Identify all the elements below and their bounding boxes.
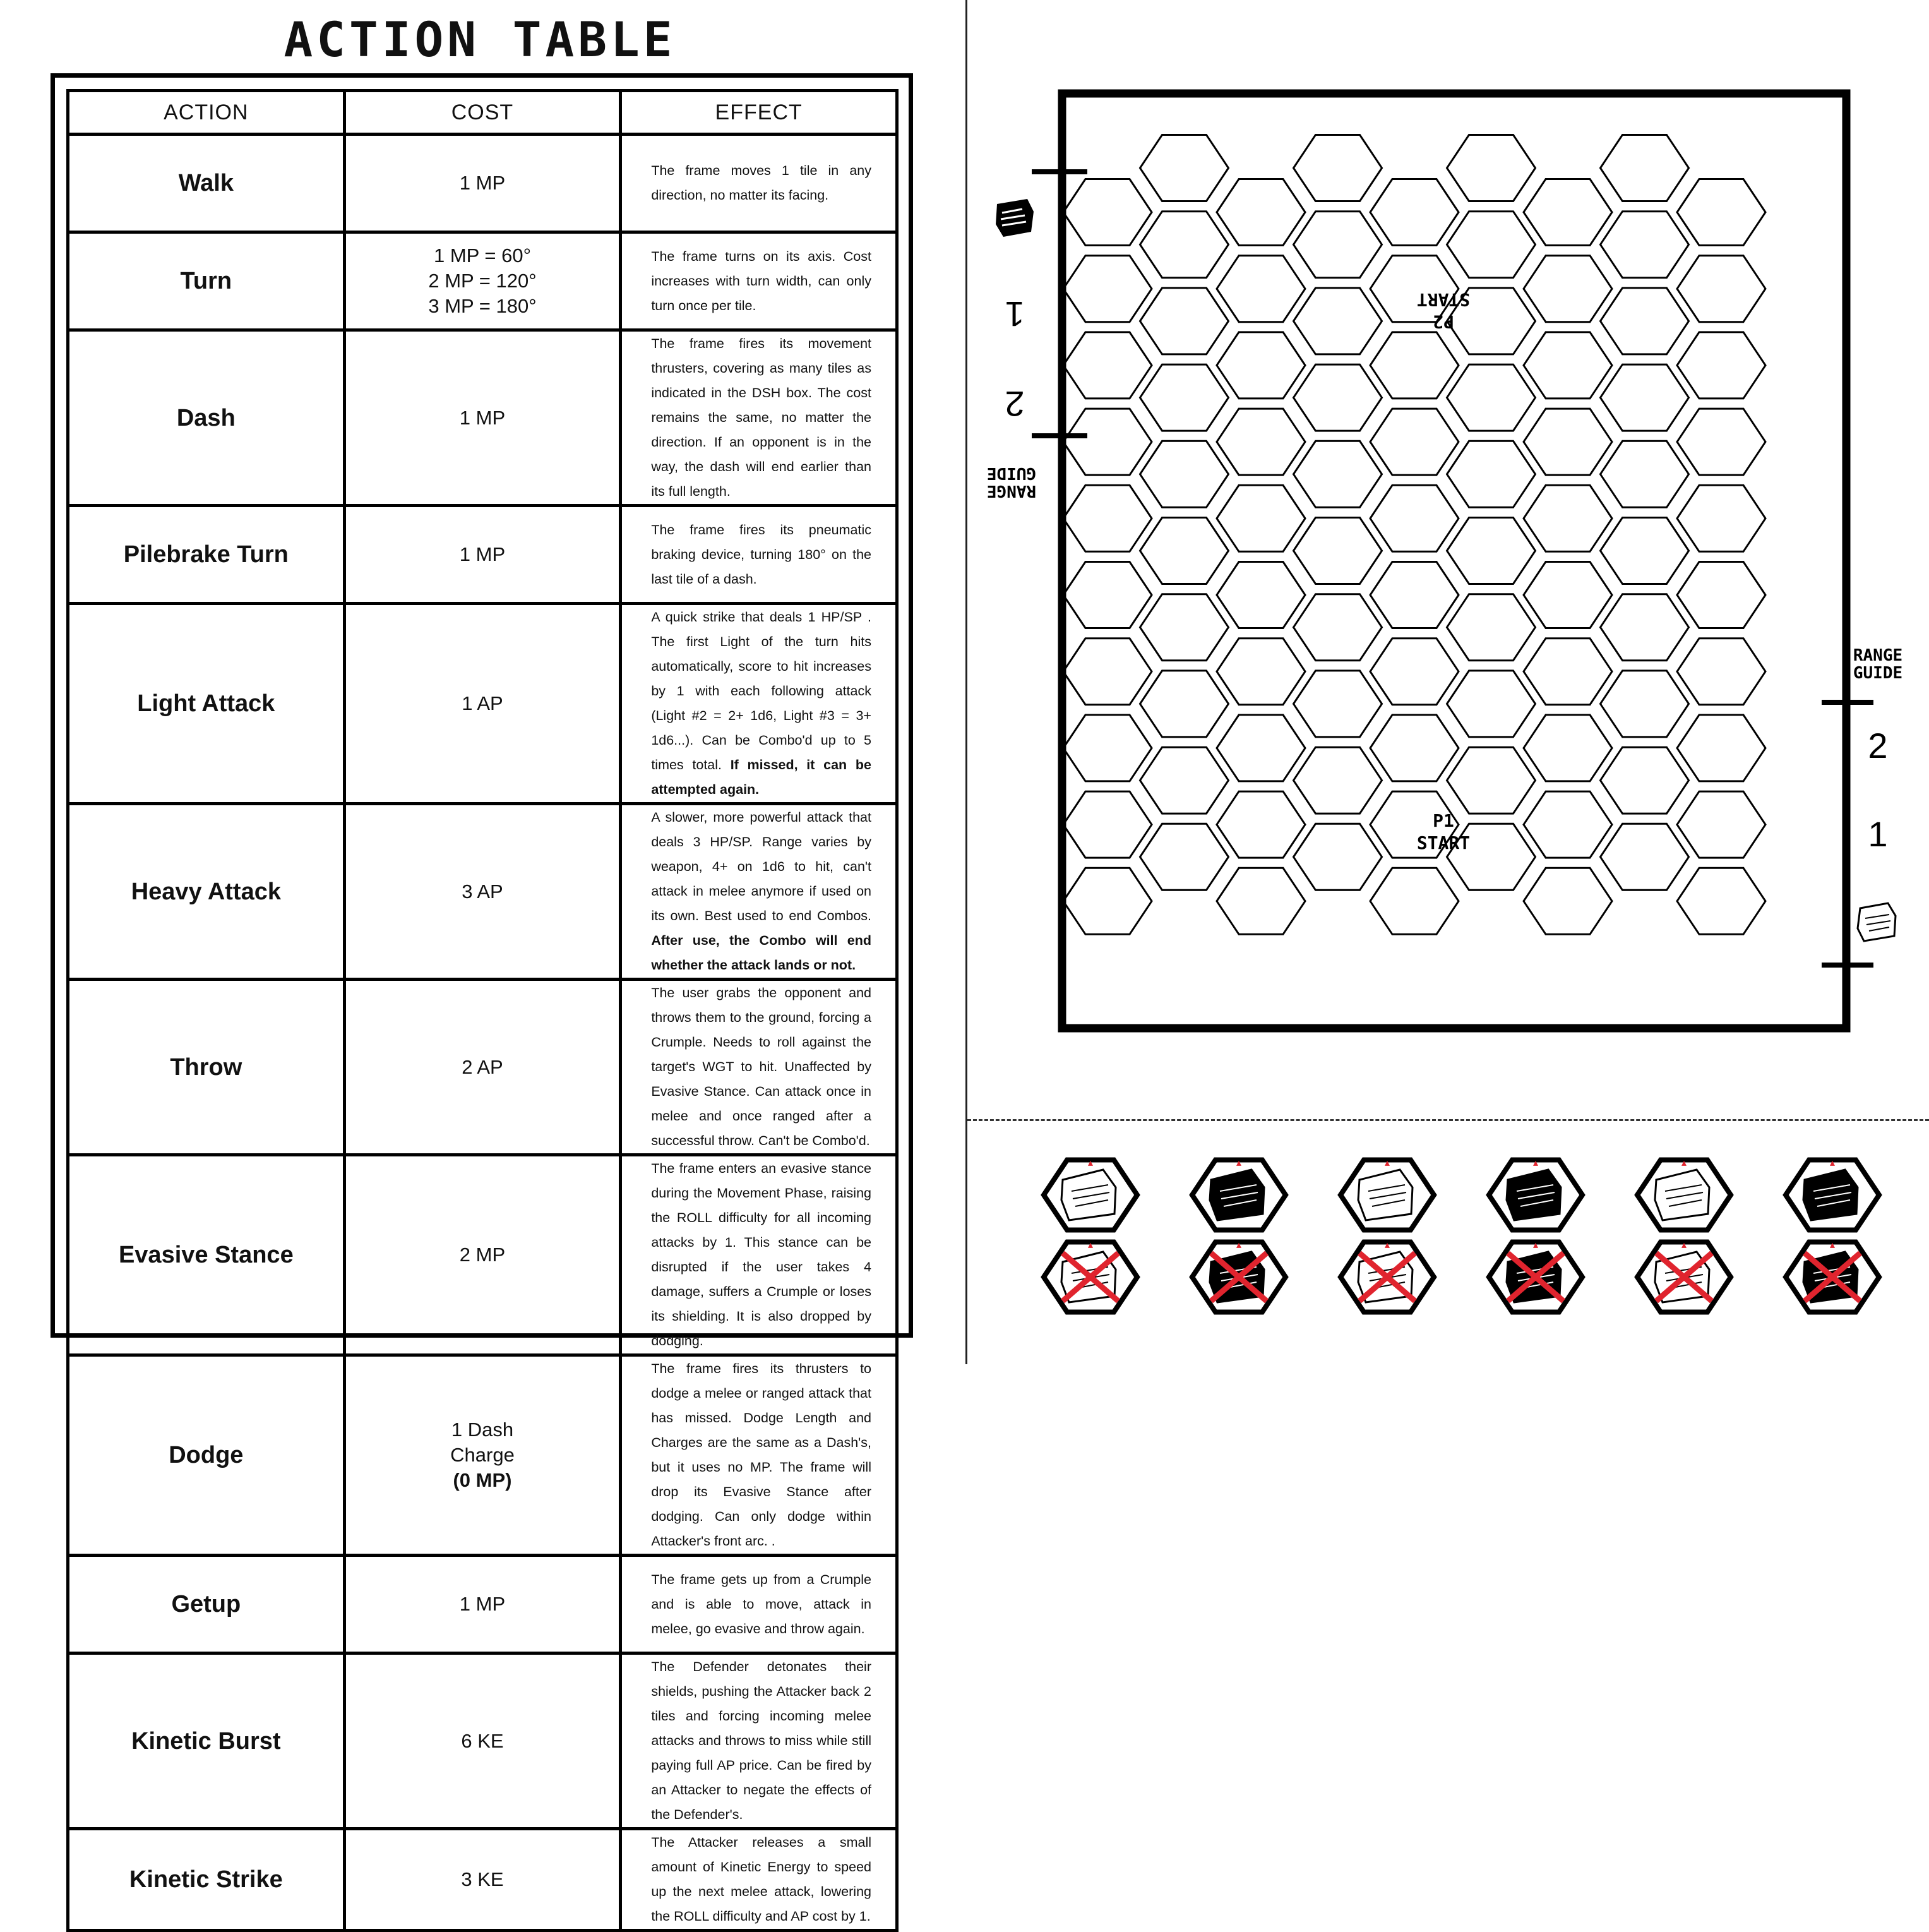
hex-tile[interactable] (1370, 868, 1459, 934)
action-cost (344, 1355, 621, 1556)
hex-tile[interactable] (1140, 135, 1229, 201)
table-row (68, 506, 897, 604)
hex-tile[interactable] (1370, 332, 1459, 399)
hex-tile[interactable] (1063, 485, 1152, 551)
action-cost (344, 330, 621, 506)
hex-tile[interactable] (1140, 671, 1229, 737)
hex-tile[interactable] (1140, 441, 1229, 507)
token-active[interactable] (1489, 1160, 1582, 1230)
cost-line: 6 KE (461, 1729, 504, 1752)
cost-line: 3 KE (461, 1868, 504, 1890)
hex-tile[interactable] (1217, 791, 1305, 858)
token-group (1044, 1160, 1879, 1312)
cost-line: 2 MP = 120° (428, 270, 537, 292)
action-name: Dodge (68, 1355, 345, 1556)
table-row (68, 1155, 897, 1355)
hex-tile[interactable] (1063, 409, 1152, 475)
range-number-1-p1: 1 (1868, 814, 1888, 854)
mech-head-icon (1803, 1170, 1858, 1220)
hex-tile[interactable] (1677, 332, 1765, 399)
hex-tile[interactable] (1217, 715, 1305, 781)
hex-tile[interactable] (1447, 518, 1536, 584)
hex-tile[interactable] (1063, 715, 1152, 781)
hex-tile[interactable] (1447, 364, 1536, 431)
hex-tile[interactable] (1447, 747, 1536, 813)
action-cost (344, 1556, 621, 1653)
hex-tile[interactable] (1524, 485, 1612, 551)
hex-tile[interactable] (1601, 441, 1689, 507)
action-name: Throw (68, 980, 345, 1155)
hex-tile[interactable] (1217, 639, 1305, 705)
hex-tile[interactable] (1294, 671, 1382, 737)
hex-tile[interactable] (1063, 179, 1152, 246)
token-active[interactable] (1637, 1160, 1731, 1230)
mech-head-icon (1655, 1170, 1709, 1220)
page-title: ACTION TABLE (284, 11, 676, 68)
cost-line-bold: (0 MP) (453, 1469, 512, 1491)
action-name: Turn (68, 232, 345, 330)
cost-line: 1 MP (459, 543, 506, 565)
hex-tile[interactable] (1601, 824, 1689, 890)
hex-tile[interactable] (1524, 409, 1612, 475)
hex-tile[interactable] (1294, 594, 1382, 661)
hex-tile[interactable] (1447, 671, 1536, 737)
range-guide-word-1-p2: GUIDE (986, 464, 1037, 483)
effect-bold-text: If missed, it can be attempted again. (651, 757, 871, 797)
cost-line: 1 MP = 60° (433, 244, 531, 267)
p2-start-word-1: P2 (1433, 311, 1454, 332)
token-active[interactable] (1044, 1160, 1137, 1230)
hex-tile[interactable] (1447, 594, 1536, 661)
mech-head-icon (1507, 1170, 1561, 1220)
action-effect (621, 604, 897, 804)
hex-tile[interactable] (1447, 135, 1536, 201)
action-name: Pilebrake Turn (68, 506, 345, 604)
hex-tile[interactable] (1524, 715, 1612, 781)
hex-tile[interactable] (1217, 485, 1305, 551)
p2-start-word-2: START (1416, 289, 1471, 310)
token-disabled[interactable] (1044, 1242, 1137, 1312)
table-row (68, 1355, 897, 1556)
table-header-row (68, 91, 897, 135)
hex-tile[interactable] (1601, 747, 1689, 813)
mech-head-icon (1358, 1170, 1412, 1220)
hex-tile[interactable] (1063, 256, 1152, 322)
action-cost (344, 1653, 621, 1829)
cost-line: Charge (450, 1444, 515, 1466)
mech-head-icon (1061, 1170, 1116, 1220)
action-effect: The frame enters an evasive stance during the Movement Phase, raising the ROLL difficulty for all incoming attacks by 1. This stance can be disrupted if the user takes 4 damage, suffers a Crumple or loses its shielding. It is also dropped by dodging. (621, 1155, 897, 1355)
mech-head-icon-p2 (996, 199, 1034, 237)
action-effect: The frame fires its pneumatic braking device, turning 180° on the last tile of a dash. (621, 506, 897, 604)
hex-tile[interactable] (1217, 256, 1305, 322)
hex-tile[interactable] (1677, 485, 1765, 551)
action-name: Kinetic Burst (68, 1653, 345, 1829)
action-effect: The frame turns on its axis. Cost increases with turn width, can only turn once per tile. (621, 232, 897, 330)
action-name: Kinetic Strike (68, 1829, 345, 1931)
action-effect (621, 804, 897, 980)
action-cost (344, 135, 621, 232)
action-name: Dash (68, 330, 345, 506)
header-action: ACTION (68, 91, 345, 135)
hex-tile[interactable] (1140, 288, 1229, 354)
hex-tile[interactable] (1217, 332, 1305, 399)
action-effect: The frame moves 1 tile in any direction, no matter its facing. (621, 135, 897, 232)
effect-text: A quick strike that deals 1 HP/SP . The first Light of the turn hits automatically, score to hit increases by 1 with each following attack (Light #2 = 2+ 1d6, Light #3 = 3+ 1d6...). Can be Combo'd up to 5 times total. (651, 609, 871, 772)
hex-tile[interactable] (1217, 179, 1305, 246)
hex-board (967, 0, 1929, 1074)
hex-tile[interactable] (1447, 212, 1536, 278)
range-number-2-p1: 2 (1868, 726, 1888, 765)
hex-tile[interactable] (1524, 868, 1612, 934)
hex-tile[interactable] (1601, 594, 1689, 661)
hex-tile[interactable] (1370, 485, 1459, 551)
table-row (68, 1829, 897, 1931)
hex-tile[interactable] (1524, 179, 1612, 246)
action-effect: The frame fires its thrusters to dodge a melee or ranged attack that has missed. Dodge Length and Charges are the same as a Dash's, but it uses no MP. The frame will drop its Evasive Stance after dodging. Can only dodge within Attacker's front arc. . (621, 1355, 897, 1556)
hex-tile[interactable] (1217, 562, 1305, 628)
hex-tile[interactable] (1601, 364, 1689, 431)
action-table (66, 89, 899, 1932)
hex-tile[interactable] (1601, 212, 1689, 278)
cut-line (967, 1119, 1929, 1121)
table-row (68, 1653, 897, 1829)
range-number-2-p2: 2 (1005, 384, 1025, 424)
hex-tile[interactable] (1217, 868, 1305, 934)
hex-tile[interactable] (1524, 791, 1612, 858)
action-cost (344, 232, 621, 330)
header-effect: EFFECT (621, 91, 897, 135)
table-row (68, 232, 897, 330)
token-active[interactable] (1786, 1160, 1879, 1230)
range-guide-word-2-p1: GUIDE (1853, 664, 1903, 683)
action-cost (344, 1829, 621, 1931)
hex-tile[interactable] (1370, 562, 1459, 628)
header-cost: COST (344, 91, 621, 135)
range-guide-word-1-p1: RANGE (1853, 646, 1903, 665)
token-active[interactable] (1192, 1160, 1286, 1230)
action-name: Walk (68, 135, 345, 232)
table-row (68, 135, 897, 232)
table-row (68, 980, 897, 1155)
cost-line: 3 AP (462, 880, 503, 903)
hex-tile[interactable] (1677, 256, 1765, 322)
hex-tile[interactable] (1524, 639, 1612, 705)
hex-tile[interactable] (1140, 594, 1229, 661)
hex-tile[interactable] (1140, 747, 1229, 813)
p1-start-word-1: P1 (1433, 810, 1454, 831)
hex-tile[interactable] (1524, 256, 1612, 322)
hex-tile[interactable] (1677, 562, 1765, 628)
hex-tile[interactable] (1447, 441, 1536, 507)
action-name: Getup (68, 1556, 345, 1653)
cost-line: 1 MP (459, 406, 506, 429)
table-row (68, 1556, 897, 1653)
token-disabled[interactable] (1341, 1242, 1434, 1312)
token-disabled[interactable] (1786, 1242, 1879, 1312)
hex-tile[interactable] (1677, 639, 1765, 705)
hex-tile[interactable] (1524, 562, 1612, 628)
action-name: Heavy Attack (68, 804, 345, 980)
hex-tile[interactable] (1524, 332, 1612, 399)
table-row (68, 330, 897, 506)
hex-tile[interactable] (1370, 409, 1459, 475)
token-disabled[interactable] (1637, 1242, 1731, 1312)
range-guide-word-2-p2: RANGE (986, 481, 1037, 500)
token-disabled[interactable] (1192, 1242, 1286, 1312)
range-guide-right (1822, 646, 1902, 965)
cost-line: 1 MP (459, 172, 506, 194)
action-effect: The user grabs the opponent and throws them to the ground, forcing a Crumple. Needs to roll against the target's WGT to hit. Unaffected by Evasive Stance. Can attack once in melee and once ranged after a successful throw. Can't be Combo'd. (621, 980, 897, 1155)
action-cost (344, 604, 621, 804)
hex-tile[interactable] (1677, 179, 1765, 246)
hex-tile[interactable] (1063, 332, 1152, 399)
action-cost (344, 1155, 621, 1355)
range-guide-left (987, 172, 1087, 500)
hex-tile[interactable] (1140, 212, 1229, 278)
table-row (68, 604, 897, 804)
hex-tile[interactable] (1217, 409, 1305, 475)
action-effect: The Defender detonates their shields, pushing the Attacker back 2 tiles and forcing incoming melee attacks and throws to miss while still paying full AP price. Can be fired by an Attacker to negate the effects of the Defender's. (621, 1653, 897, 1829)
hex-tile[interactable] (1294, 441, 1382, 507)
cost-line: 1 MP (459, 1593, 506, 1615)
hex-tile[interactable] (1370, 639, 1459, 705)
hex-grid (1063, 135, 1765, 935)
hex-tile[interactable] (1294, 135, 1382, 201)
hex-tile[interactable] (1140, 518, 1229, 584)
table-row (68, 804, 897, 980)
hex-tile[interactable] (1294, 212, 1382, 278)
hex-tile[interactable] (1601, 671, 1689, 737)
mech-head-icon (1210, 1170, 1264, 1220)
token-disabled[interactable] (1489, 1242, 1582, 1312)
action-cost (344, 980, 621, 1155)
hex-tile[interactable] (1677, 868, 1765, 934)
hex-tile[interactable] (1677, 409, 1765, 475)
action-effect: The frame gets up from a Crumple and is able to move, attack in melee, go evasive and throw again. (621, 1556, 897, 1653)
cost-line: 2 AP (462, 1055, 503, 1078)
hex-tile[interactable] (1140, 364, 1229, 431)
hex-tile[interactable] (1370, 715, 1459, 781)
hex-tile[interactable] (1601, 135, 1689, 201)
effect-text: A slower, more powerful attack that deals 3 HP/SP. Range varies by weapon, 4+ on 1d6 to hit, can't attack in melee anymore if used on its own. Best used to end Combos. (651, 810, 871, 923)
token-sheet (967, 1131, 1929, 1364)
hex-tile[interactable] (1677, 715, 1765, 781)
action-effect: The Attacker releases a small amount of Kinetic Energy to speed up the next melee attack, lowering the ROLL difficulty and AP cost by 1. (621, 1829, 897, 1931)
hex-tile[interactable] (1294, 288, 1382, 354)
hex-tile[interactable] (1063, 868, 1152, 934)
hex-tile[interactable] (1063, 562, 1152, 628)
hex-tile[interactable] (1370, 179, 1459, 246)
hex-tile[interactable] (1601, 288, 1689, 354)
action-name: Evasive Stance (68, 1155, 345, 1355)
effect-bold-text: After use, the Combo will end whether the attack lands or not. (651, 933, 871, 973)
cost-line: 1 AP (462, 692, 503, 714)
hex-tile[interactable] (1140, 824, 1229, 890)
hex-tile[interactable] (1063, 639, 1152, 705)
range-number-1-p2: 1 (1005, 294, 1025, 334)
action-cost (344, 804, 621, 980)
cost-line: 2 MP (459, 1244, 506, 1266)
action-name: Light Attack (68, 604, 345, 804)
hex-tile[interactable] (1601, 518, 1689, 584)
hex-tile[interactable] (1294, 518, 1382, 584)
mech-head-icon-p1 (1858, 903, 1896, 941)
action-cost (344, 506, 621, 604)
hex-tile[interactable] (1294, 747, 1382, 813)
token-active[interactable] (1341, 1160, 1434, 1230)
hex-tile[interactable] (1294, 364, 1382, 431)
hex-tile[interactable] (1063, 791, 1152, 858)
action-effect: The frame fires its movement thrusters, covering as many tiles as indicated in the DSH box. The cost remains the same, no matter the direction. If an opponent is in the way, the dash will end earlier than its full length. (621, 330, 897, 506)
cost-line: 1 Dash (451, 1419, 514, 1441)
hex-tile[interactable] (1677, 791, 1765, 858)
p1-start-word-2: START (1416, 832, 1471, 853)
action-table-frame (51, 73, 913, 1924)
hex-tile[interactable] (1294, 824, 1382, 890)
cost-line: 3 MP = 180° (428, 295, 537, 317)
